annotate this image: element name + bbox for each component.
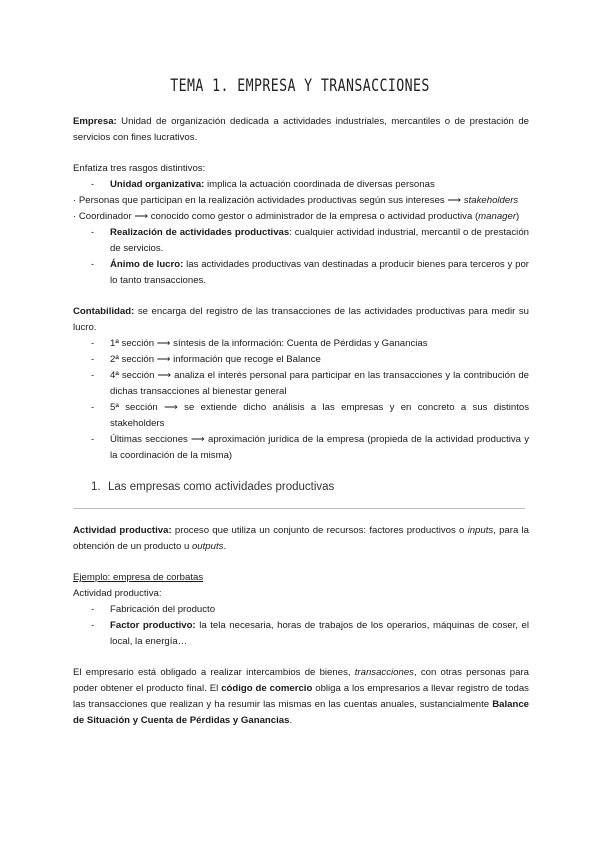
rasgos-list-2 [73,225,529,289]
list-item: - 1ª sección ⟶ síntesis de la información: Cuenta de Pérdidas y Ganancias [73,336,529,352]
ejemplo-sub: Actividad productiva: [73,588,162,599]
coordinador-line: · Coordinador ⟶ conocido como gestor o administrador de la empresa o actividad productiva (manager) [73,211,520,222]
contabilidad-definition: Contabilidad: se encarga del registro de las transacciones de las actividades productivas para medir su lucro. [73,306,529,333]
list-item: - Ánimo de lucro: las actividades productivas van destinadas a producir bienes para terceros y por lo tanto transacciones. [73,257,529,289]
list-item: - Factor productivo: la tela necesaria, horas de trabajos de los operarios, máquinas de coser, el local, la energía… [73,618,529,650]
empresa-definition: Empresa: Unidad de organización dedicada a actividades industriales, mercantiles o de prestación de servicios con fines lucrativos. [73,116,529,143]
list-item: - Realización de actividades productivas: cualquier actividad industrial, mercantil o de prestación de servicios. [73,225,529,257]
page-title: TEMA 1. EMPRESA Y TRANSACCIONES [170,76,430,96]
ejemplo-heading: Ejemplo: empresa de corbatas [73,572,204,583]
list-item: - 2ª sección ⟶ información que recoge el Balance [73,352,529,368]
list-item: - 5ª sección ⟶ se extiende dicho análisis a las empresas y en concreto a sus distintos stakeholders [73,400,529,432]
contabilidad-list [73,336,529,464]
rasgos-intro: Enfatiza tres rasgos distintivos: [73,163,206,174]
document-body [73,114,529,729]
list-item: - Fabricación del producto [73,602,529,618]
actividad-definition: Actividad productiva: proceso que utiliza un conjunto de recursos: factores productivos o inputs, para la obtención de un producto u outputs. [73,525,530,552]
ejemplo-list [73,602,529,650]
list-item: - Últimas secciones ⟶ aproximación jurídica de la empresa (propieda de la actividad productiva y la coordinación de la misma) [73,432,529,464]
list-item: - Unidad organizativa: implica la actuación coordinada de diversas personas [73,177,529,193]
section-heading: 1. Las empresas como actividades productivas [91,481,335,493]
empresa-term: Empresa: [73,116,117,127]
list-item: - 4ª sección ⟶ analiza el interés personal para participar en las transacciones y la contribución de dichas transacciones al bienestar general [73,368,529,400]
final-paragraph: El empresario está obligado a realizar intercambios de bienes, transacciones, con otras personas para poder obtener el producto final. El código de comercio obliga a los empresarios a llevar registro de todas las transacciones que realizan y ha resumir las mismas en las cuentas anuales, sustancialmente Balance de Situación y Cuenta de Pérdidas y Ganancias. [73,667,530,726]
rasgos-list [73,177,529,193]
personas-line: · Personas que participan en la realización actividades productivas según sus intereses ⟶ stakeholders [73,195,519,206]
